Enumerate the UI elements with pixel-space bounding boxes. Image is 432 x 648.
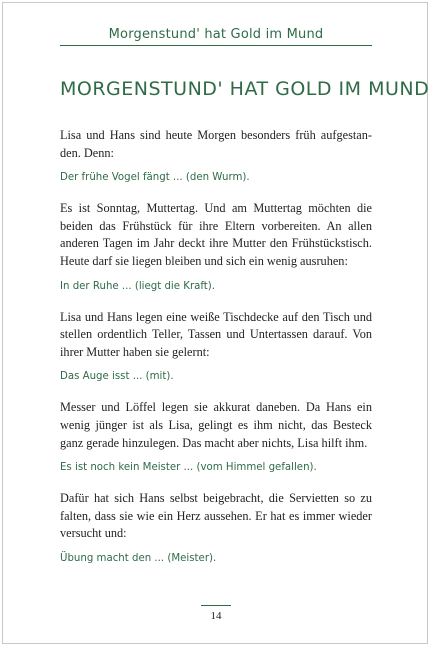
proverb: In der Ruhe ... (liegt die Kraft).: [60, 280, 215, 292]
paragraph: Lisa und Hans sind heute Morgen besonders früh aufgestanden. Denn:: [60, 128, 372, 160]
page-number: 14: [210, 610, 222, 622]
page-content: [60, 78, 430, 581]
paragraph: Dafür hat sich Hans selbst beigebracht, die Servietten so zu falten, dass sie wie ein Herz aussehen. Er hat es immer wieder versucht und:: [60, 491, 372, 541]
proverb: Der frühe Vogel fängt ... (den Wurm).: [60, 172, 250, 184]
chapter-title: MORGENSTUND' HAT GOLD IM MUND: [60, 78, 430, 100]
running-header: Morgenstund' hat Gold im Mund: [108, 27, 324, 42]
proverb: Es ist noch kein Meister ... (vom Himmel gefallen).: [60, 462, 317, 474]
footer-rule: [201, 605, 231, 606]
paragraph: Es ist Sonntag, Muttertag. Und am Muttertag möchten die beiden das Frühstück für ihre Eltern vorbereiten. An allen anderen Tagen im Jahr deckt ihre Mutter den Frühstückstisch. Heute darf sie liegen bleiben und sich ein wenig ausruhen:: [60, 201, 372, 268]
paragraph: Messer und Löffel legen sie akkurat daneben. Da Hans ein wenig jünger ist als Lisa, gelingt es ihm nicht, das Besteck ganz gerade hinzulegen. Das macht aber nichts, Lisa hilft ihm.: [60, 400, 372, 450]
paragraph: Lisa und Hans legen eine weiße Tischdecke auf den Tisch und stellen ordentlich Teller, Tassen und Untertassen darauf. Von ihrer Mutter haben sie gelernt:: [60, 309, 372, 359]
proverb: Das Auge isst ... (mit).: [60, 371, 174, 383]
proverb: Übung macht den ... (Meister).: [60, 552, 217, 564]
header-rule: [60, 45, 372, 46]
